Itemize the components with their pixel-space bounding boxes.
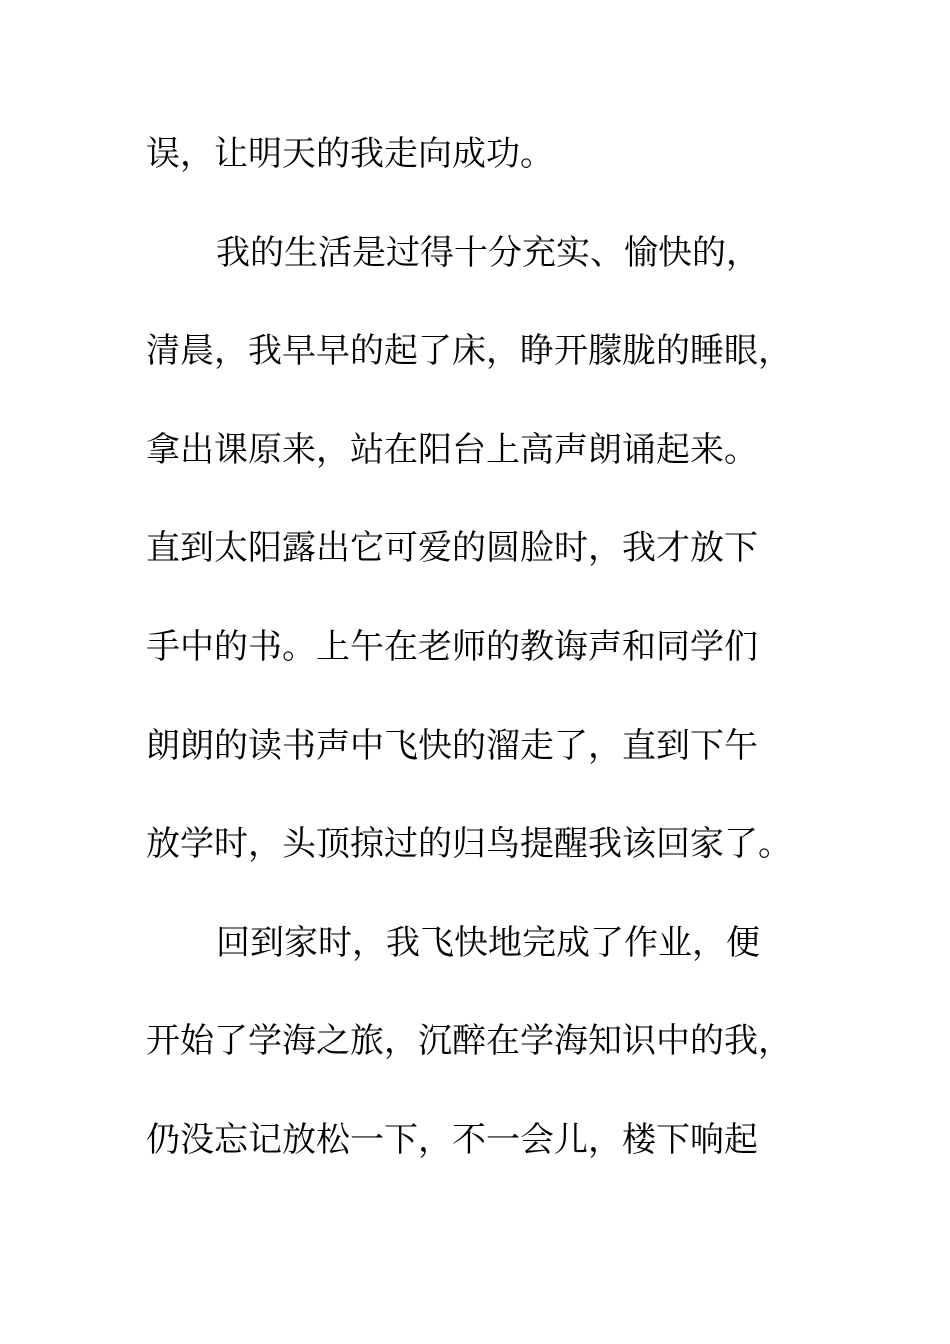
text-line: 直到太阳露出它可爱的圆脸时，我才放下 (146, 528, 758, 569)
paragraph-start-line: 我的生活是过得十分充实、愉快的， (216, 232, 760, 273)
text-line: 手中的书。上午在老师的教诲声和同学们 (146, 626, 758, 667)
text-line: 拿出课原来，站在阳台上高声朗诵起来。 (146, 429, 758, 470)
text-line: 仍没忘记放松一下，不一会儿，楼下响起 (146, 1119, 758, 1160)
body-text (146, 126, 826, 1211)
text-line: 误，让明天的我走向成功。 (146, 134, 554, 174)
text-line: 清晨，我早早的起了床，睁开朦胧的睡眼， (146, 331, 792, 372)
text-line: 放学时，头顶掠过的归鸟提醒我该回家了。 (146, 824, 792, 865)
text-line: 朗朗的读书声中飞快的溜走了，直到下午 (146, 725, 758, 766)
paragraph-start-line: 回到家时，我飞快地完成了作业，便 (216, 922, 760, 963)
text-line: 开始了学海之旅，沉醉在学海知识中的我， (146, 1021, 792, 1062)
